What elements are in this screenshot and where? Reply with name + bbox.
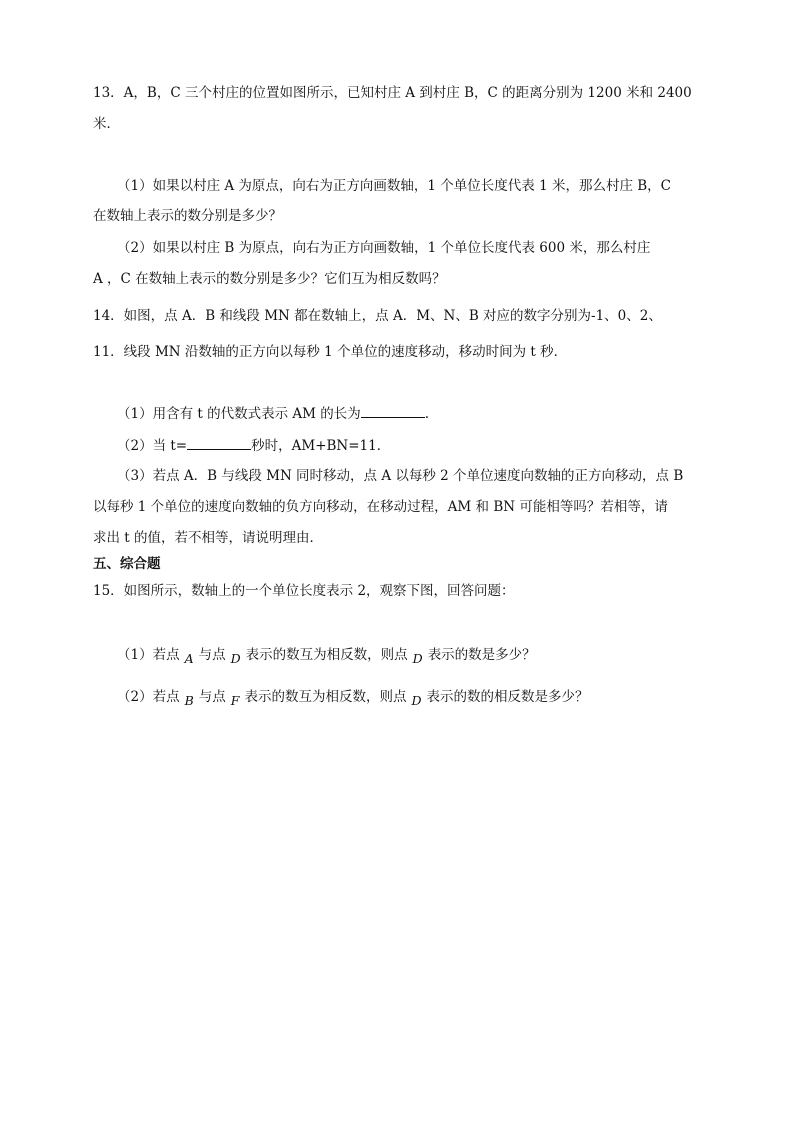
point-label: A [184,651,194,666]
point-label: D [411,693,422,708]
answer-blank[interactable] [361,404,425,418]
q15-part1-text-a: （1）若点 [117,647,180,663]
point-label: B [184,693,194,708]
q15-part1-text-c: 表示的数互为相反数，则点 [245,647,408,663]
q15-part2-text-d: 表示的数的相反数是多少？ [426,689,589,705]
q13-part2-line2: A ，C 在数轴上表示的数分别是多少？它们互为相反数吗？ [93,271,446,287]
q13-stem-line1: 13．A，B，C 三个村庄的位置如图所示，已知村庄 A 到村庄 B，C 的距离分别为 1200 米和 2400 [93,85,692,101]
answer-blank[interactable] [187,436,251,450]
q14-part1-text: （1）用含有 t 的代数式表示 AM 的长为 [117,406,361,422]
section-title: 五、综合题 [93,556,161,572]
q14-part3-line2: 以每秒 1 个单位的速度向数轴的负方向移动，在移动过程，AM 和 BN 可能相等吗？若相等，请 [93,499,668,515]
q15-part2 [117,688,589,706]
q14-part2 [117,436,390,455]
point-label: D [412,651,423,666]
q14-stem-line2: 11．线段 MN 沿数轴的正方向以每秒 1 个单位的速度移动，移动时间为 t 秒． [93,344,568,360]
q15-part1 [117,646,536,664]
q14-stem-line1: 14．如图，点 A．B 和线段 MN 都在数轴上，点 A．M、N、B 对应的数字分别为-1、0、2、 [93,308,662,324]
q13-part1-line2: 在数轴上表示的数分别是多少？ [93,208,282,224]
q13-part1-line1: （1）如果以村庄 A 为原点，向右为正方向画数轴，1 个单位长度代表 1 米，那么村庄 B，C [117,178,672,194]
q15-part2-text-b: 与点 [198,689,226,705]
q13-part2-line1: （2）如果以村庄 B 为原点，向右为正方向画数轴，1 个单位长度代表 600 米，那么村庄 [117,240,651,256]
q14-part1-end: . [424,406,430,422]
q14-part3-line3: 求出 t 的值，若不相等，请说明理由． [93,530,324,546]
q15-part2-text-a: （2）若点 [117,689,180,705]
q15-part1-text-d: 表示的数是多少？ [427,647,536,663]
q14-part2-end: 秒时，AM+BN=11． [251,438,391,454]
q14-part1 [117,404,429,423]
point-label: D [230,651,241,666]
q15-part2-text-c: 表示的数互为相反数，则点 [244,689,407,705]
point-label: F [230,693,240,708]
q13-stem-line2: 米． [93,116,120,132]
q15-part1-text-b: 与点 [198,647,226,663]
q14-part2-text: （2）当 t= [117,438,188,454]
q15-stem: 15．如图所示，数轴上的一个单位长度表示 2，观察下图，回答问题： [93,583,515,599]
q14-part3-line1: （3）若点 A．B 与线段 MN 同时移动，点 A 以每秒 2 个单位速度向数轴的正方向移动，点 B [117,468,684,484]
